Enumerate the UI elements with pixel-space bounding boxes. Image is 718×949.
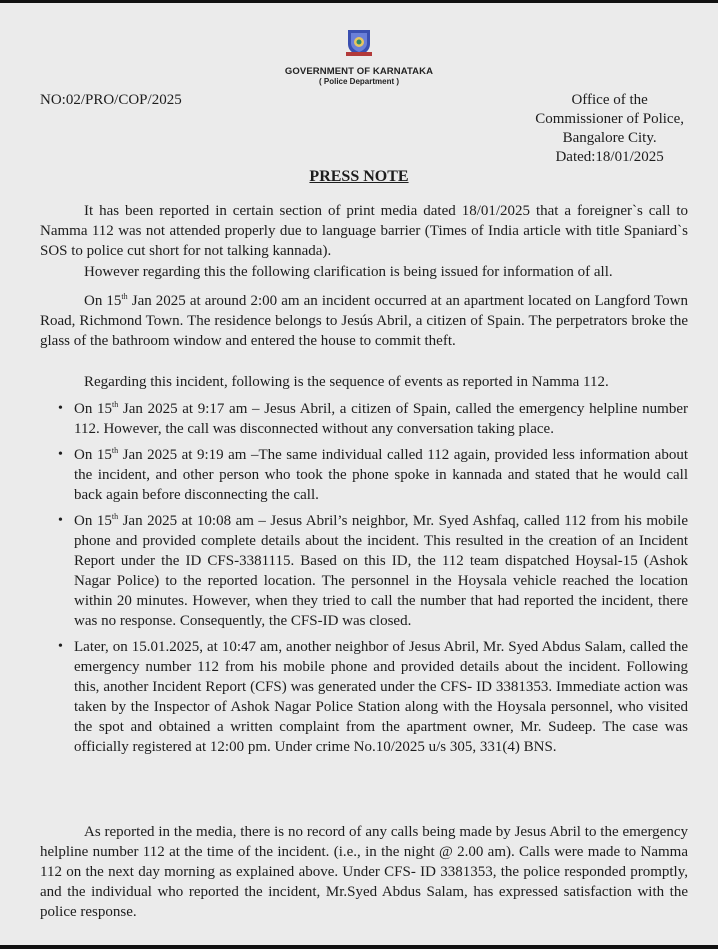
list-item xyxy=(40,399,688,439)
ordinal-suffix: th xyxy=(121,292,128,301)
department-heading: ( Police Department ) xyxy=(318,77,399,86)
list-item xyxy=(40,511,688,631)
police-emblem-icon xyxy=(346,28,372,58)
text-run: On 15 xyxy=(74,401,112,417)
paragraph-text: Regarding this incident, following is the sequence of events as reported in Namma 112. xyxy=(84,374,609,390)
text-run: On 15 xyxy=(74,447,112,463)
text-run: On 15 xyxy=(84,293,122,309)
office-address xyxy=(535,91,684,167)
paragraph-incident xyxy=(40,291,688,351)
bullet-icon: • xyxy=(58,639,63,654)
text-run: Jan 2025 at around 2:00 am an incident occurred at an apartment located on Langford Town Road, Richmond Town. The residence belongs to Jesús Abril, a citizen of Spain. The perpetrators broke the glass of the bathroom window and entered the house to commit theft. xyxy=(40,293,689,349)
document-title: PRESS NOTE xyxy=(309,168,409,185)
ordinal-suffix: th xyxy=(111,446,119,455)
top-border xyxy=(0,0,718,3)
paragraph-sequence-intro xyxy=(40,372,688,392)
letterhead xyxy=(0,28,718,86)
text-run: Jan 2025 at 9:19 am –The same individual called 112 again, provided less information about the incident, and other person who took the phone spoke in kannada and stated that he would call back again before disconnecting the call. xyxy=(74,447,688,503)
paragraph-clarification xyxy=(40,262,688,282)
government-heading: GOVERNMENT OF KARNATAKA xyxy=(284,66,434,77)
bullet-icon: • xyxy=(58,401,63,416)
paragraph-text: As reported in the media, there is no record of any calls being made by Jesus Abril to the emergency helpline number 112 at the time of the incident. (i.e., in the night @ 2.00 am). Calls were made to Namma 112 on the next day morning as explained above. Under CFS- ID 3381353, the police responded promptly, and the individual who reported the incident, Mr.Syed Abdus Salam, has expressed satisfaction with the police response. xyxy=(40,824,688,920)
text-run: Jan 2025 at 9:17 am – Jesus Abril, a citizen of Spain, called the emergency helpline number 112. However, the call was disconnected without any conversation taking place. xyxy=(74,401,688,437)
paragraph-conclusion xyxy=(40,822,688,922)
paragraph-intro xyxy=(40,201,688,261)
text-run: On 15 xyxy=(74,513,112,529)
bottom-border xyxy=(0,945,718,949)
paragraph-text xyxy=(40,291,688,351)
bullet-icon: • xyxy=(58,513,63,528)
office-line: Office of the xyxy=(571,92,648,108)
office-date: Dated:18/01/2025 xyxy=(555,149,664,165)
events-list xyxy=(40,399,688,761)
paragraph-text: It has been reported in certain section of print media dated 18/01/2025 that a foreigner`s call to Namma 112 was not attended properly due to language barrier (Times of India article with title Spaniard`s SOS to police cut short for not talking kannada). xyxy=(40,203,688,259)
ordinal-suffix: th xyxy=(112,400,119,409)
office-line: Commissioner of Police, xyxy=(535,111,684,127)
paragraph-text: However regarding this the following clarification is being issued for information of all. xyxy=(84,264,613,280)
bullet-icon: • xyxy=(58,447,63,462)
text-run: Jan 2025 at 10:08 am – Jesus Abril’s neighbor, Mr. Syed Ashfaq, called 112 from his mobile phone and provided complete details about the incident. This resulted in the creation of an Incident Report under the ID CFS-3381115. Based on this ID, the 112 team dispatched Hoysal-15 (Ashok Nagar Police) to the reported location. The personnel in the Hoysala vehicle reached the location within 20 minutes. However, when they tried to call the number that had reported the incident, there was no response. Consequently, the CFS-ID was closed. xyxy=(74,513,688,629)
list-item xyxy=(40,445,688,505)
list-item xyxy=(40,637,688,757)
ordinal-suffix: th xyxy=(111,512,119,521)
reference-number: NO:02/PRO/COP/2025 xyxy=(40,92,182,108)
office-line: Bangalore City. xyxy=(562,130,657,146)
text-run: Later, on 15.01.2025, at 10:47 am, another neighbor of Jesus Abril, Mr. Syed Abdus Salam, called the emergency number 112 from his mobile phone and provided details about the incident. Following this, another Incident Report (CFS) was generated under the CFS- ID 3381353. Immediate action was taken by the Inspector of Ashok Nagar Police Station along with the Hoysala personnel, who visited the spot and obtained a written complaint from the apartment owner, Mr. Sudeep. The case was officially registered at 12:00 pm. Under crime No.10/2025 u/s 305, 331(4) BNS. xyxy=(74,639,688,755)
